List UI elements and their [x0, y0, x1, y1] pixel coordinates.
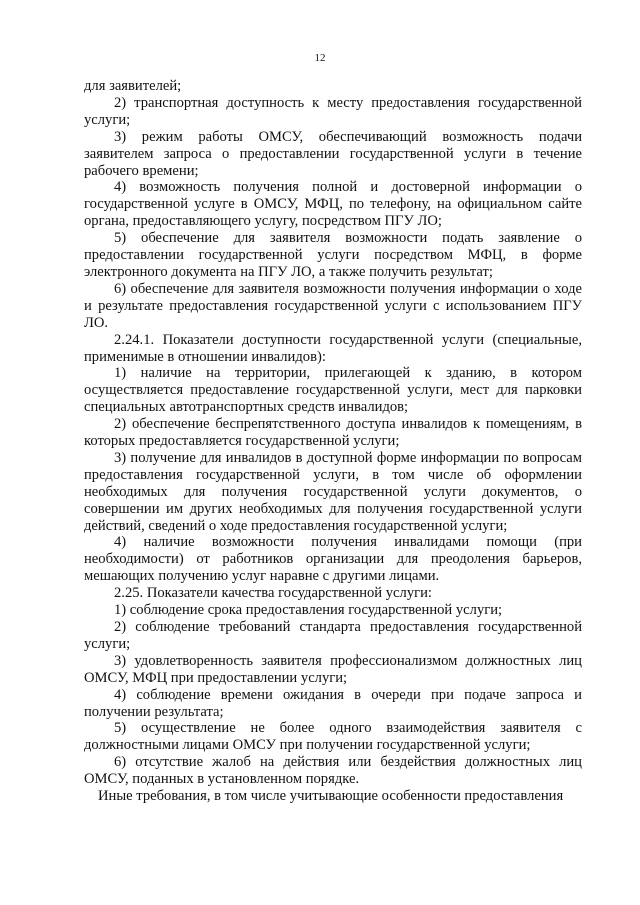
paragraph: для заявителей;	[84, 78, 182, 94]
paragraph: 4) соблюдение времени ожидания в очереди при подаче запроса и получении результата;	[84, 686, 582, 720]
paragraph: 4) наличие возможности получения инвалидами помощи (при необходимости) от работников организации для преодоления барьеров, мешающих получению услуг наравне с другими лицами.	[84, 534, 582, 585]
paragraph: 1) наличие на территории, прилегающей к зданию, в котором осуществляется предоставление государственной услуги, мест для парковки специальных автотранспортных средств инвалидов;	[84, 365, 582, 416]
paragraph: 2) транспортная доступность к месту предоставления государственной услуги;	[84, 94, 582, 128]
paragraph: 3) режим работы ОМСУ, обеспечивающий возможность подачи заявителем запроса о предоставлении государственной услуги в течение рабочего времени;	[84, 128, 582, 179]
paragraph: 6) обеспечение для заявителя возможности получения информации о ходе и результате предоставления государственной услуги с использованием ПГУ ЛО.	[84, 280, 582, 331]
paragraph: 2) соблюдение требований стандарта предоставления государственной услуги;	[84, 619, 582, 652]
paragraph: 2) обеспечение беспрепятственного доступа инвалидов к помещениям, в которых предоставляется государственной услуги;	[84, 416, 582, 450]
section-heading: 2.25. Показатели качества государственной услуги:	[114, 585, 432, 602]
paragraph: 3) удовлетворенность заявителя профессионализмом должностных лиц ОМСУ, МФЦ при предоставлении услуги;	[84, 652, 582, 686]
paragraph: 3) получение для инвалидов в доступной форме информации по вопросам предоставления государственной услуги, в том числе об оформлении необходимых для получения государственной услуги документов, о совершении им других необходимых для получения государственной услуги действий, сведений о ходе предоставления государственной услуги;	[84, 449, 582, 534]
page-number: 12	[314, 52, 326, 64]
section-heading: 2.24.1. Показатели доступности государственной услуги (специальные, применимые в отношении инвалидов):	[84, 331, 582, 365]
paragraph: 5) обеспечение для заявителя возможности подать заявление о предоставлении государственной услуги посредством МФЦ, в форме электронного документа на ПГУ ЛО, а также получить результат;	[84, 230, 582, 280]
document-body	[84, 78, 582, 805]
paragraph: 1) соблюдение срока предоставления государственной услуги;	[114, 602, 503, 619]
paragraph: Иные требования, в том числе учитывающие особенности предоставления	[98, 788, 564, 805]
paragraph: 4) возможность получения полной и достоверной информации о государственной услуге в ОМСУ, МФЦ, по телефону, на официальном сайте органа, предоставляющего услугу, посредством ПГУ ЛО;	[84, 179, 582, 230]
paragraph: 6) отсутствие жалоб на действия или бездействия должностных лиц ОМСУ, поданных в установленном порядке.	[84, 754, 582, 788]
paragraph: 5) осуществление не более одного взаимодействия заявителя с должностными лицами ОМСУ при получении государственной услуги;	[84, 720, 582, 754]
